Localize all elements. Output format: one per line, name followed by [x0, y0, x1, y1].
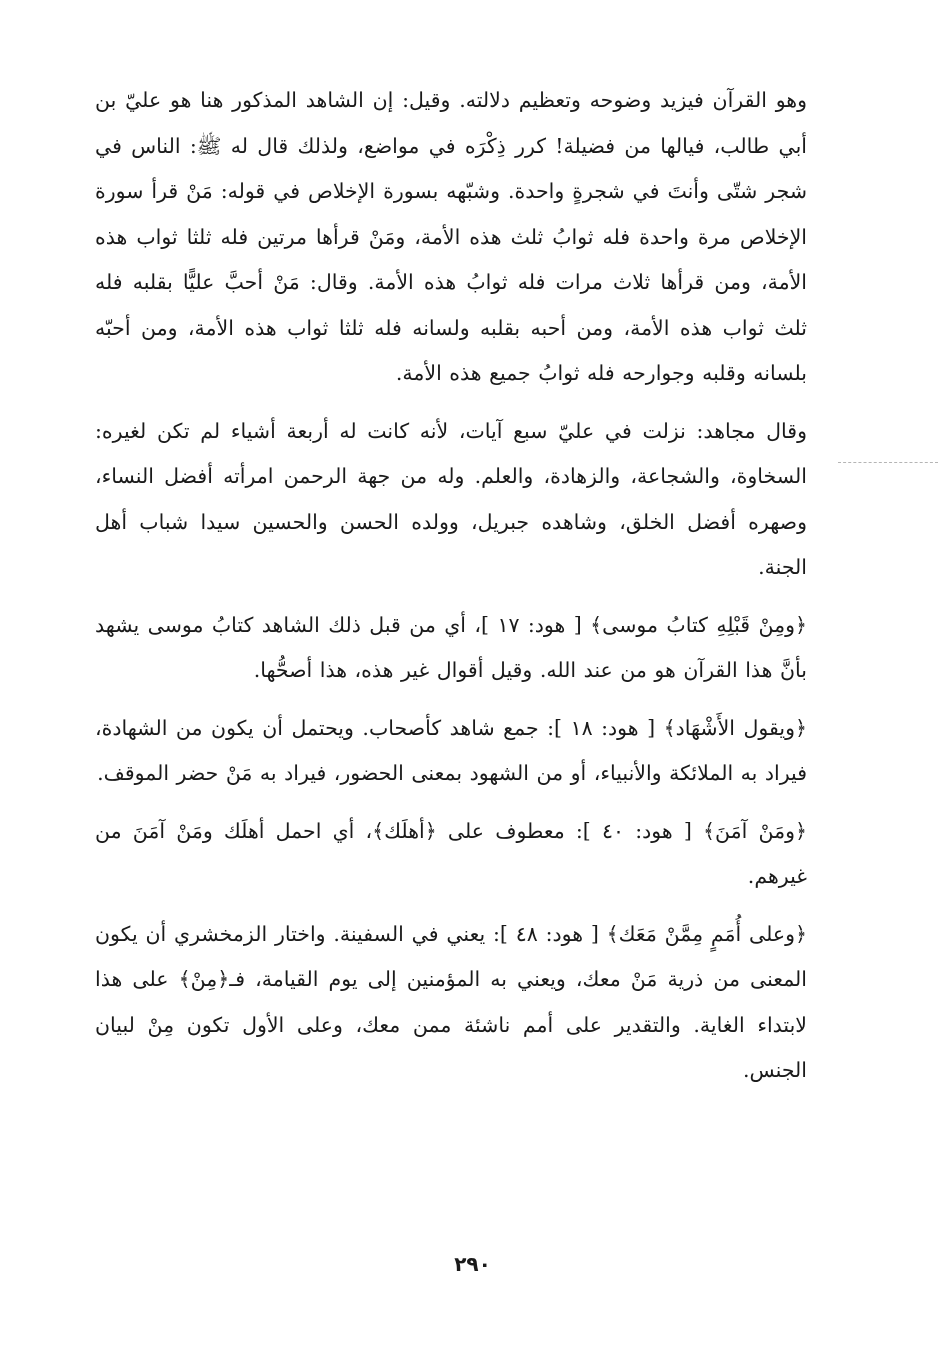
paragraph-6: ﴿وعلى أُمَمٍ مِمَّنْ مَعَك﴾ [ هود: ٤٨ ]: يعني في السفينة. واختار الزمخشري أن يكون المعنى من ذرية مَنْ معك، ويعني به المؤمنين إلى يوم القيامة، فـ﴿مِنْ﴾ على هذا لابتداء الغاية. والتقدير على أمم ناشئة ممن معك، وعلى الأول تكون مِنْ لبيان الجنس. — [95, 921, 808, 1082]
page-body — [95, 78, 807, 1106]
scan-margin-mark — [838, 462, 938, 464]
paragraph-4: ﴿ويقول الأَشْهَاد﴾ [ هود: ١٨ ]: جمع شاهد كأصحاب. ويحتمل أن يكون من الشهادة، فيراد به الملائكة والأنبياء، أو من الشهود بمعنى الحضور، فيراد به مَنْ حضر الموقف. — [95, 715, 807, 785]
paragraph-5: ﴿ومَنْ آمَنَ﴾ [ هود: ٤٠ ]: معطوف على ﴿أهلَك﴾، أي احمل أهلَك ومَنْ آمَنَ من غيرهم. — [95, 818, 807, 888]
paragraph-1: وهو القرآن فيزيد وضوحه وتعظيم دلالته. وقيل: إن الشاهد المذكور هنا هو عليّ بن أبي طالب، فيالها من فضيلة! كرر ذِكْرَه في مواضع، ولذلك قال له ﷺ: الناس في شجر شتّى وأنتَ في شجرةٍ واحدة. وشبّهه بسورة الإخلاص في قوله: مَنْ قرأ سورة الإخلاص مرة واحدة فله ثوابُ ثلث هذه الأمة، ومَنْ قرأها مرتين فله ثلثا ثواب هذه الأمة، ومن قرأها ثلاث مرات فله ثوابُ هذه الأمة. وقال: مَنْ أحبَّ عليًّا بقلبه فله ثلث ثواب هذه الأمة، ومن أحبه بقلبه ولسانه فله ثلثا ثواب هذه الأمة، ومن أحبّه بلسانه وقلبه وجوارحه فله ثوابُ جميع هذه الأمة. — [95, 88, 807, 385]
paragraph-2: وقال مجاهد: نزلت في عليّ سبع آيات، لأنه كانت له أربعة أشياء لم تكن لغيره: السخاوة، والشجاعة، والزهادة، والعلم. وله من جهة الرحمن امرأته أفضل النساء، وصهره أفضل الخلق، وشاهده جبريل، وولده الحسن والحسين سيدا شباب أهل الجنة. — [95, 418, 807, 579]
page-number: ٢٩٠ — [454, 1252, 491, 1276]
paragraph-3: ﴿ومِنْ قَبْلِهِ كتابُ موسى﴾ [ هود: ١٧ ]، أي من قبل ذلك الشاهد كتابُ موسى يشهد بأنَّ هذا القرآن هو من عند الله. وقيل أقوال غير هذه، هذا أصحُّها. — [95, 612, 807, 682]
